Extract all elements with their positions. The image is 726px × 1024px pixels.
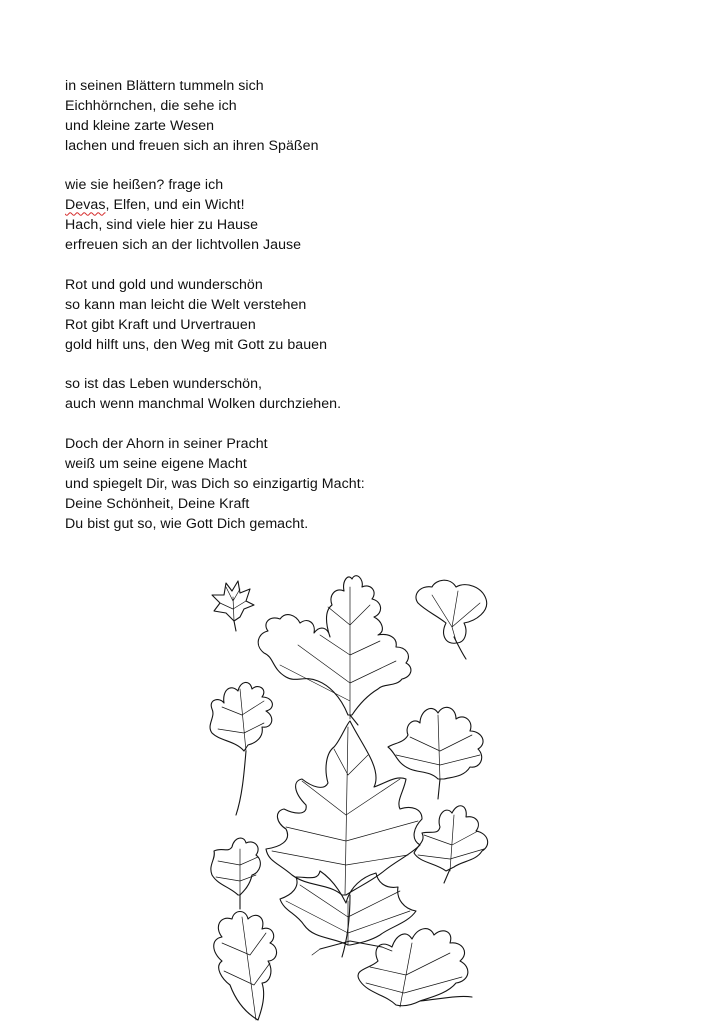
poem-line: Rot und gold und wunderschön (65, 276, 263, 293)
poem-line: Rot gibt Kraft und Urvertrauen (65, 316, 256, 333)
poem-line: auch wenn manchmal Wolken durchziehen. (65, 396, 342, 413)
poem-line: Doch der Ahorn in seiner Pracht (65, 436, 268, 453)
hawthorn-leaf-icon (210, 682, 272, 815)
small-maple-leaf-icon (212, 581, 254, 631)
poem-line: wie sie heißen? frage ich (65, 177, 224, 194)
poem-line: erfreuen sich an der lichtvollen Jause (65, 237, 302, 254)
oak-leaf-bottom-icon (214, 912, 277, 1021)
maple-leaf-icon (388, 707, 483, 799)
poem-line-with-spellcheck (65, 196, 665, 216)
poem-line: gold hilft uns, den Weg mit Gott zu bauen (65, 336, 328, 353)
poem-stanza-1 (65, 77, 665, 157)
poem-line: Deine Schönheit, Deine Kraft (65, 495, 250, 512)
poem-line: und spiegelt Dir, was Dich so einzigartig Macht: (65, 475, 365, 492)
poem (65, 77, 665, 554)
poem-line: weiß um seine eigene Macht (65, 455, 247, 472)
poem-line: und kleine zarte Wesen (65, 117, 215, 134)
large-maple-leaf-icon (266, 721, 422, 895)
spellcheck-flagged-word[interactable]: Devas (65, 197, 106, 214)
poem-line-rest: , Elfen, und ein Wicht! (105, 197, 245, 214)
poem-stanza-3 (65, 276, 665, 356)
poem-line: lachen und freuen sich an ihren Späßen (65, 137, 319, 154)
poem-line: so kann man leicht die Welt verstehen (65, 296, 307, 313)
ivy-leaf-icon (416, 580, 487, 659)
oak-leaf-icon (258, 576, 411, 725)
poem-line: so ist das Leben wunderschön, (65, 376, 263, 393)
maple-leaf-icon (414, 806, 488, 883)
poem-stanza-2 (65, 176, 665, 256)
small-leaf-icon (211, 838, 260, 909)
poem-stanza-5 (65, 435, 665, 534)
poem-stanza-4 (65, 375, 665, 415)
leaves-illustration-icon (200, 565, 500, 1024)
poem-line: Hach, sind viele hier zu Hause (65, 217, 259, 234)
poem-line: Du bist gut so, wie Gott Dich gemacht. (65, 515, 309, 532)
poem-line: in seinen Blättern tummeln sich (65, 78, 264, 94)
maple-cluster-icon (280, 871, 416, 957)
poem-line: Eichhörnchen, die sehe ich (65, 97, 237, 114)
maple-leaf-bottom-icon (358, 929, 472, 1007)
